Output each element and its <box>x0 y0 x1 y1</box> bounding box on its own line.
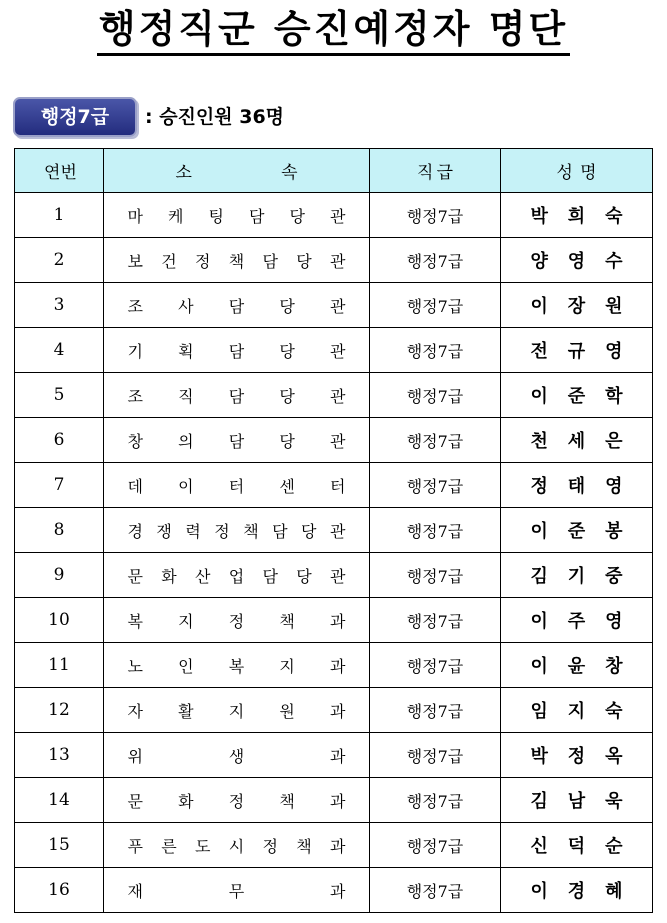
row-number: 4 <box>53 340 65 360</box>
row-department-cell <box>104 688 370 733</box>
row-department: 마 케 팅 담 당 관 <box>127 206 346 226</box>
row-rank-cell <box>370 283 501 328</box>
table-row <box>15 778 653 823</box>
row-number-cell <box>15 778 104 823</box>
row-number: 3 <box>53 295 65 315</box>
row-department-cell <box>104 238 370 283</box>
row-number-cell <box>15 643 104 688</box>
row-name: 이 주 영 <box>530 611 623 632</box>
row-rank: 행정7급 <box>406 701 464 721</box>
row-rank-cell <box>370 778 501 823</box>
row-number: 15 <box>48 835 70 855</box>
table-row <box>15 283 653 328</box>
row-number-cell <box>15 418 104 463</box>
row-name: 천 세 은 <box>530 431 623 452</box>
row-number: 14 <box>48 790 70 810</box>
table-row <box>15 553 653 598</box>
row-name: 김 기 중 <box>530 566 623 587</box>
row-department: 조 사 담 당 관 <box>127 296 346 316</box>
row-name-cell <box>501 508 653 553</box>
row-name-cell <box>501 688 653 733</box>
row-number-cell <box>15 508 104 553</box>
row-name: 전 규 영 <box>530 341 623 362</box>
table-row <box>15 508 653 553</box>
row-department-cell <box>104 778 370 823</box>
row-department-cell <box>104 283 370 328</box>
row-number-cell <box>15 328 104 373</box>
table-row <box>15 328 653 373</box>
row-rank: 행정7급 <box>406 206 464 226</box>
row-rank: 행정7급 <box>406 746 464 766</box>
row-name-cell <box>501 643 653 688</box>
row-rank: 행정7급 <box>406 476 464 496</box>
row-rank-cell <box>370 643 501 688</box>
row-rank-cell <box>370 868 501 913</box>
row-rank-cell <box>370 238 501 283</box>
row-department-cell <box>104 328 370 373</box>
row-name: 임 지 숙 <box>530 701 623 722</box>
row-department: 문 화 정 책 과 <box>127 791 346 811</box>
row-number: 13 <box>48 745 70 765</box>
row-name-cell <box>501 373 653 418</box>
row-number: 6 <box>53 430 65 450</box>
header-no: 연 번 <box>15 149 104 193</box>
row-rank-cell <box>370 688 501 733</box>
row-name-cell <box>501 868 653 913</box>
row-name: 이 준 학 <box>530 386 623 407</box>
row-number-cell <box>15 823 104 868</box>
row-name: 양 영 수 <box>530 251 623 272</box>
row-number-cell <box>15 733 104 778</box>
row-number-cell <box>15 283 104 328</box>
row-department-cell <box>104 733 370 778</box>
row-name-cell <box>501 598 653 643</box>
page-title: 행정직군 승진예정자 명단 <box>0 6 667 52</box>
row-rank: 행정7급 <box>406 656 464 676</box>
row-name: 박 희 숙 <box>530 206 623 227</box>
row-number: 7 <box>53 475 65 495</box>
row-rank-cell <box>370 328 501 373</box>
row-rank-cell <box>370 463 501 508</box>
row-department-cell <box>104 553 370 598</box>
row-department: 데 이 터 센 터 <box>127 476 346 496</box>
row-number: 2 <box>53 250 65 270</box>
header-name: 성 명 <box>501 149 653 193</box>
row-name: 이 윤 창 <box>530 656 623 677</box>
row-department-cell <box>104 418 370 463</box>
table-row <box>15 418 653 463</box>
table-row <box>15 193 653 238</box>
row-name: 이 준 봉 <box>530 521 623 542</box>
row-rank-cell <box>370 193 501 238</box>
row-department-cell <box>104 598 370 643</box>
row-number-cell <box>15 373 104 418</box>
row-rank: 행정7급 <box>406 836 464 856</box>
row-department: 위 생 과 <box>127 746 346 766</box>
row-number-cell <box>15 463 104 508</box>
row-department: 보 건 정 책 담 당 관 <box>127 251 346 271</box>
row-rank: 행정7급 <box>406 431 464 451</box>
row-department-cell <box>104 373 370 418</box>
row-department-cell <box>104 463 370 508</box>
row-name-cell <box>501 823 653 868</box>
row-number-cell <box>15 238 104 283</box>
row-name: 김 남 욱 <box>530 791 623 812</box>
row-number: 12 <box>48 700 70 720</box>
row-rank: 행정7급 <box>406 611 464 631</box>
row-number: 11 <box>48 655 70 675</box>
table-row <box>15 373 653 418</box>
row-rank: 행정7급 <box>406 251 464 271</box>
table-row <box>15 598 653 643</box>
row-number: 8 <box>53 520 65 540</box>
row-name: 정 태 영 <box>530 476 623 497</box>
row-number-cell <box>15 598 104 643</box>
row-number: 10 <box>48 610 70 630</box>
table-row <box>15 238 653 283</box>
row-rank: 행정7급 <box>406 341 464 361</box>
row-number: 1 <box>53 205 65 225</box>
row-department-cell <box>104 643 370 688</box>
row-department: 푸 른 도 시 정 책 과 <box>127 836 346 856</box>
table-row <box>15 733 653 778</box>
row-department: 재 무 과 <box>127 881 346 901</box>
promotion-summary: : 승진인원 36명 <box>145 106 285 128</box>
row-name-cell <box>501 553 653 598</box>
row-department: 경 쟁 력 정 책 담 당 관 <box>127 521 346 541</box>
row-department: 자 활 지 원 과 <box>127 701 346 721</box>
row-name-cell <box>501 733 653 778</box>
row-rank-cell <box>370 418 501 463</box>
row-name-cell <box>501 778 653 823</box>
row-department: 노 인 복 지 과 <box>127 656 346 676</box>
row-name-cell <box>501 193 653 238</box>
row-department-cell <box>104 193 370 238</box>
row-department-cell <box>104 508 370 553</box>
row-name-cell <box>501 238 653 283</box>
row-name-cell <box>501 418 653 463</box>
row-department: 기 획 담 당 관 <box>127 341 346 361</box>
table-header-row <box>15 149 653 193</box>
row-name: 이 장 원 <box>530 296 623 317</box>
row-name-cell <box>501 328 653 373</box>
row-name: 이 경 혜 <box>530 881 623 902</box>
row-number-cell <box>15 553 104 598</box>
row-rank-cell <box>370 508 501 553</box>
table-row <box>15 643 653 688</box>
row-rank-cell <box>370 823 501 868</box>
row-number: 16 <box>48 880 70 900</box>
row-name: 신 덕 순 <box>530 836 623 857</box>
row-number-cell <box>15 868 104 913</box>
row-rank: 행정7급 <box>406 521 464 541</box>
row-rank-cell <box>370 553 501 598</box>
row-number-cell <box>15 193 104 238</box>
row-name-cell <box>501 283 653 328</box>
grade-badge: 행정7급 <box>13 97 137 137</box>
table-row <box>15 688 653 733</box>
row-department: 조 직 담 당 관 <box>127 386 346 406</box>
table-row <box>15 868 653 913</box>
table-row <box>15 823 653 868</box>
row-rank: 행정7급 <box>406 296 464 316</box>
table-row <box>15 463 653 508</box>
row-department: 복 지 정 책 과 <box>127 611 346 631</box>
row-number-cell <box>15 688 104 733</box>
row-department-cell <box>104 823 370 868</box>
row-rank-cell <box>370 598 501 643</box>
row-rank-cell <box>370 373 501 418</box>
row-name-cell <box>501 463 653 508</box>
header-dept: 소 속 <box>104 149 370 193</box>
row-department: 창 의 담 당 관 <box>127 431 346 451</box>
row-rank: 행정7급 <box>406 566 464 586</box>
row-rank: 행정7급 <box>406 791 464 811</box>
promotion-table <box>14 148 653 913</box>
row-number: 5 <box>53 385 65 405</box>
row-department: 문 화 산 업 담 당 관 <box>127 566 346 586</box>
row-name: 박 정 옥 <box>530 746 623 767</box>
row-rank: 행정7급 <box>406 881 464 901</box>
row-rank-cell <box>370 733 501 778</box>
header-rank: 직 급 <box>370 149 501 193</box>
row-number: 9 <box>53 565 65 585</box>
row-rank: 행정7급 <box>406 386 464 406</box>
row-department-cell <box>104 868 370 913</box>
